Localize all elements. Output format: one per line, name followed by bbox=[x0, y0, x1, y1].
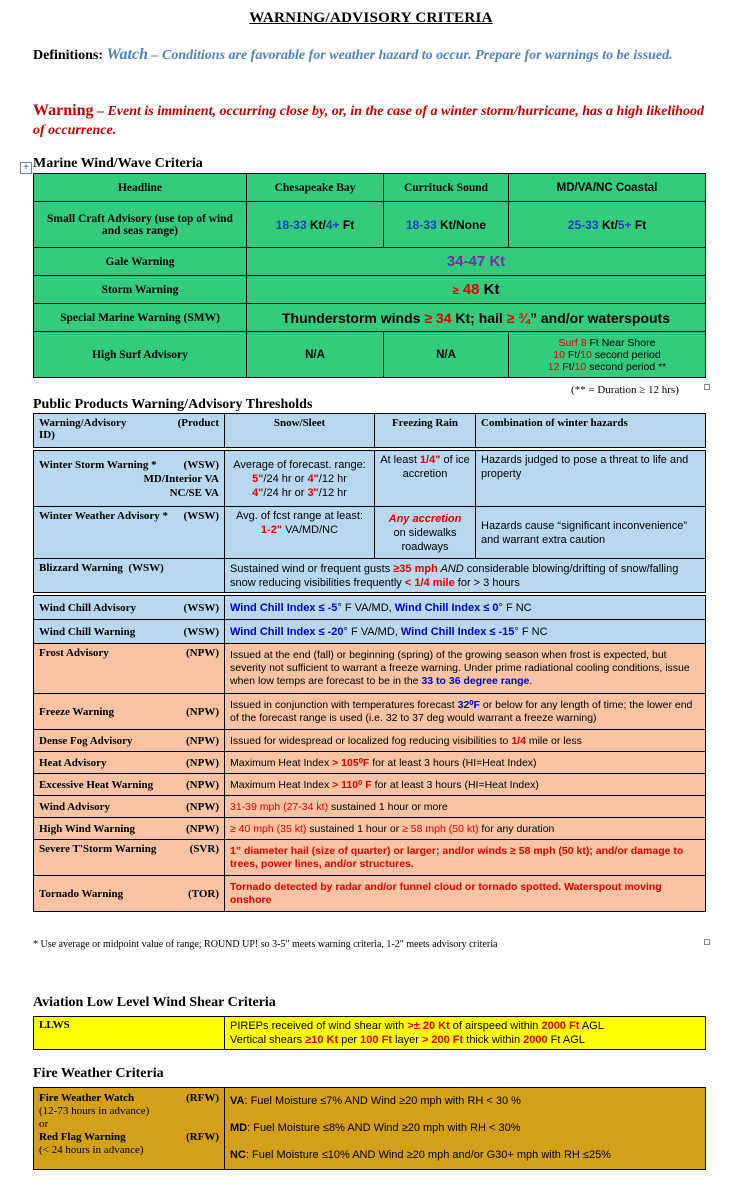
row-winter-weather-advisory bbox=[34, 507, 706, 559]
wsw-label: Winter Storm Warning * (WSW) MD/Interior VA NC/SE VA bbox=[34, 451, 225, 507]
xheat-text: Maximum Heat Index > 110⁰ F for at least 3 hours (HI=Heat Index) bbox=[225, 774, 706, 796]
marine-row-surf bbox=[34, 332, 706, 378]
fire-criteria: VA: Fuel Moisture ≤7% AND Wind ≥20 mph with RH < 30 % MD: Fuel Moisture ≤8% AND Wind ≥20 mph with RH < 30% NC: Fuel Moisture ≤10% AND Wind ≥20 mph and/or G30+ mph with RH ≤25% bbox=[225, 1088, 706, 1170]
svr-text: 1” diameter hail (size of quarter) or larger; and/or winds ≥ 58 mph (50 kt); and/or damage to trees, power lines, and/or structures. bbox=[225, 840, 706, 876]
wca-label: Wind Chill Advisory (WSW) bbox=[34, 596, 225, 620]
frost-label: Frost Advisory (NPW) bbox=[34, 644, 225, 694]
marine-row-gale bbox=[34, 248, 706, 276]
watch-word: Watch bbox=[106, 46, 148, 63]
storm-value: ≥ 48 Kt bbox=[247, 276, 706, 304]
surf-label: High Surf Advisory bbox=[34, 332, 247, 378]
row-blizzard-warning bbox=[34, 559, 706, 593]
page-title: WARNING/ADVISORY CRITERIA bbox=[249, 10, 493, 26]
llws-text: PIREPs received of wind shear with >± 20 Kt of airspeed within 2000 Ft AGL Vertical shears ≥10 Kt per 100 Ft layer > 200 Ft thick within 2000 Ft AGL bbox=[225, 1017, 706, 1050]
marine-row-sca bbox=[34, 202, 706, 248]
llws-label: LLWS bbox=[34, 1017, 225, 1050]
marine-header-chesapeake: Chesapeake Bay bbox=[247, 174, 384, 202]
row-wind-chill-advisory bbox=[34, 596, 706, 620]
row-excessive-heat bbox=[34, 774, 706, 796]
row-frost-advisory bbox=[34, 644, 706, 694]
expand-table-icon[interactable]: + bbox=[20, 162, 32, 174]
marine-header-coastal: MD/VA/NC Coastal bbox=[509, 174, 706, 202]
watch-definition bbox=[33, 45, 713, 65]
smw-value: Thunderstorm winds ≥ 34 Kt; hail ≥ ¾” and/or waterspouts bbox=[247, 304, 706, 332]
surf-coastal: Surf 8 Ft Near Shore 10 Ft/10 second period 12 Ft/10 second period ** bbox=[509, 332, 706, 378]
row-freeze-warning bbox=[34, 694, 706, 730]
smw-label: Special Marine Warning (SMW) bbox=[34, 304, 247, 332]
aviation-section-title: Aviation Low Level Wind Shear Criteria bbox=[33, 995, 276, 1010]
row-wind-advisory bbox=[34, 796, 706, 818]
public-header-combo: Combination of winter hazards bbox=[476, 414, 706, 448]
public-table bbox=[33, 413, 706, 912]
public-header-snow: Snow/Sleet bbox=[225, 414, 375, 448]
fire-row bbox=[34, 1088, 706, 1170]
freeze-text: Issued in conjunction with temperatures forecast 32⁰F or below for any length of time; the lower end of the forecast range is used (i.e. 32 to 37 deg would warrant a freeze warning) bbox=[225, 694, 706, 730]
watch-text: – Conditions are favorable for weather hazard to occur. Prepare for warnings to be issued. bbox=[147, 48, 673, 63]
tor-text: Tornado detected by radar and/or funnel cloud or tornado spotted. Waterspout moving onshore bbox=[225, 876, 706, 912]
svr-label: Severe T'Storm Warning (SVR) bbox=[34, 840, 225, 876]
row-dense-fog bbox=[34, 730, 706, 752]
marine-row-smw bbox=[34, 304, 706, 332]
storm-label: Storm Warning bbox=[34, 276, 247, 304]
marine-header-row bbox=[34, 174, 706, 202]
fire-table bbox=[33, 1087, 706, 1170]
heat-text: Maximum Heat Index > 105⁰F for at least 3 hours (HI=Heat Index) bbox=[225, 752, 706, 774]
sca-coastal: 25-33 Kt/5+ Ft bbox=[509, 202, 706, 248]
surf-currituck: N/A bbox=[384, 332, 509, 378]
fog-text: Issued for widespread or localized fog reducing visibilities to 1/4 mile or less bbox=[225, 730, 706, 752]
marine-footnote: (** = Duration ≥ 12 hrs) bbox=[571, 384, 679, 396]
public-header-product: Warning/Advisory (Product ID) bbox=[34, 414, 225, 448]
public-header-fzra: Freezing Rain bbox=[375, 414, 476, 448]
row-high-wind bbox=[34, 818, 706, 840]
blizzard-label: Blizzard Warning (WSW) bbox=[34, 559, 225, 593]
public-footnote: * Use average or midpoint value of range; ROUND UP! so 3-5" meets warning criteria, 1-2" meets advisory criteria bbox=[33, 939, 498, 950]
llws-table bbox=[33, 1016, 706, 1050]
row-heat-advisory bbox=[34, 752, 706, 774]
blizzard-text: Sustained wind or frequent gusts ≥35 mph AND considerable blowing/drifting of snow/falling snow reducing visibilities frequently < 1/4 mile for > 3 hours bbox=[225, 559, 706, 593]
freeze-label: Freeze Warning (NPW) bbox=[34, 694, 225, 730]
gale-label: Gale Warning bbox=[34, 248, 247, 276]
table-resize-handle[interactable] bbox=[704, 384, 710, 390]
row-severe-tstorm bbox=[34, 840, 706, 876]
wsw-combo: Hazards judged to pose a threat to life and property bbox=[476, 451, 706, 507]
fire-section-title: Fire Weather Criteria bbox=[33, 1066, 164, 1081]
sca-label: Small Craft Advisory (use top of wind and seas range) bbox=[34, 202, 247, 248]
hwind-label: High Wind Warning (NPW) bbox=[34, 818, 225, 840]
marine-section-title: Marine Wind/Wave Criteria bbox=[33, 156, 203, 171]
warning-text: – Event is imminent, occurring close by, or, in the case of a winter storm/hurricane, has a high likelihood of occurrence. bbox=[33, 104, 704, 138]
fire-products: Fire Weather Watch (RFW) (12-73 hours in advance) or Red Flag Warning (RFW) (< 24 hours in advance) bbox=[34, 1088, 225, 1170]
public-header-row bbox=[34, 414, 706, 448]
wwa-combo: Hazards cause “significant inconvenience” and warrant extra caution bbox=[476, 507, 706, 559]
row-wind-chill-warning bbox=[34, 620, 706, 644]
warning-word: Warning bbox=[33, 102, 94, 119]
fog-label: Dense Fog Advisory (NPW) bbox=[34, 730, 225, 752]
wwa-fzra: Any accretion on sidewalks roadways bbox=[375, 507, 476, 559]
gale-value: 34-47 Kt bbox=[247, 248, 706, 276]
table-resize-handle-2[interactable] bbox=[704, 939, 710, 945]
wsw-fzra: At least 1/4" of ice accretion bbox=[375, 451, 476, 507]
surf-chesapeake: N/A bbox=[247, 332, 384, 378]
sca-currituck: 18-33 Kt/None bbox=[384, 202, 509, 248]
sca-chesapeake: 18-33 Kt/4+ Ft bbox=[247, 202, 384, 248]
wind-label: Wind Advisory (NPW) bbox=[34, 796, 225, 818]
tor-label: Tornado Warning (TOR) bbox=[34, 876, 225, 912]
marine-header-currituck: Currituck Sound bbox=[384, 174, 509, 202]
wwa-label: Winter Weather Advisory * (WSW) bbox=[34, 507, 225, 559]
wcw-label: Wind Chill Warning (WSW) bbox=[34, 620, 225, 644]
warning-definition bbox=[33, 101, 713, 140]
wca-text: Wind Chill Index ≤ -5° F VA/MD, Wind Chill Index ≤ 0° F NC bbox=[225, 596, 706, 620]
public-section-title: Public Products Warning/Advisory Thresholds bbox=[33, 397, 313, 412]
wcw-text: Wind Chill Index ≤ -20° F VA/MD, Wind Chill Index ≤ -15° F NC bbox=[225, 620, 706, 644]
heat-label: Heat Advisory (NPW) bbox=[34, 752, 225, 774]
wind-text: 31-39 mph (27-34 kt) sustained 1 hour or more bbox=[225, 796, 706, 818]
row-tornado-warning bbox=[34, 876, 706, 912]
wsw-snow: Average of forecast. range: 5"/24 hr or 4"/12 hr 4"/24 hr or 3"/12 hr bbox=[225, 451, 375, 507]
wwa-snow: Avg. of fcst range at least: 1-2" VA/MD/NC bbox=[225, 507, 375, 559]
xheat-label: Excessive Heat Warning (NPW) bbox=[34, 774, 225, 796]
llws-row bbox=[34, 1017, 706, 1050]
marine-row-storm bbox=[34, 276, 706, 304]
row-winter-storm-warning bbox=[34, 451, 706, 507]
frost-text: Issued at the end (fall) or beginning (spring) of the growing season when frost is expected, but severity not sufficient to warrant a freeze warning. Under prime radiational cooling conditions, issue when low temps are forecast to be in the 33 to 36 degree range. bbox=[225, 644, 706, 694]
marine-table bbox=[33, 173, 706, 378]
hwind-text: ≥ 40 mph (35 kt) sustained 1 hour or ≥ 58 mph (50 kt) for any duration bbox=[225, 818, 706, 840]
marine-header-headline: Headline bbox=[34, 174, 247, 202]
definitions-label: Definitions: bbox=[33, 48, 103, 63]
